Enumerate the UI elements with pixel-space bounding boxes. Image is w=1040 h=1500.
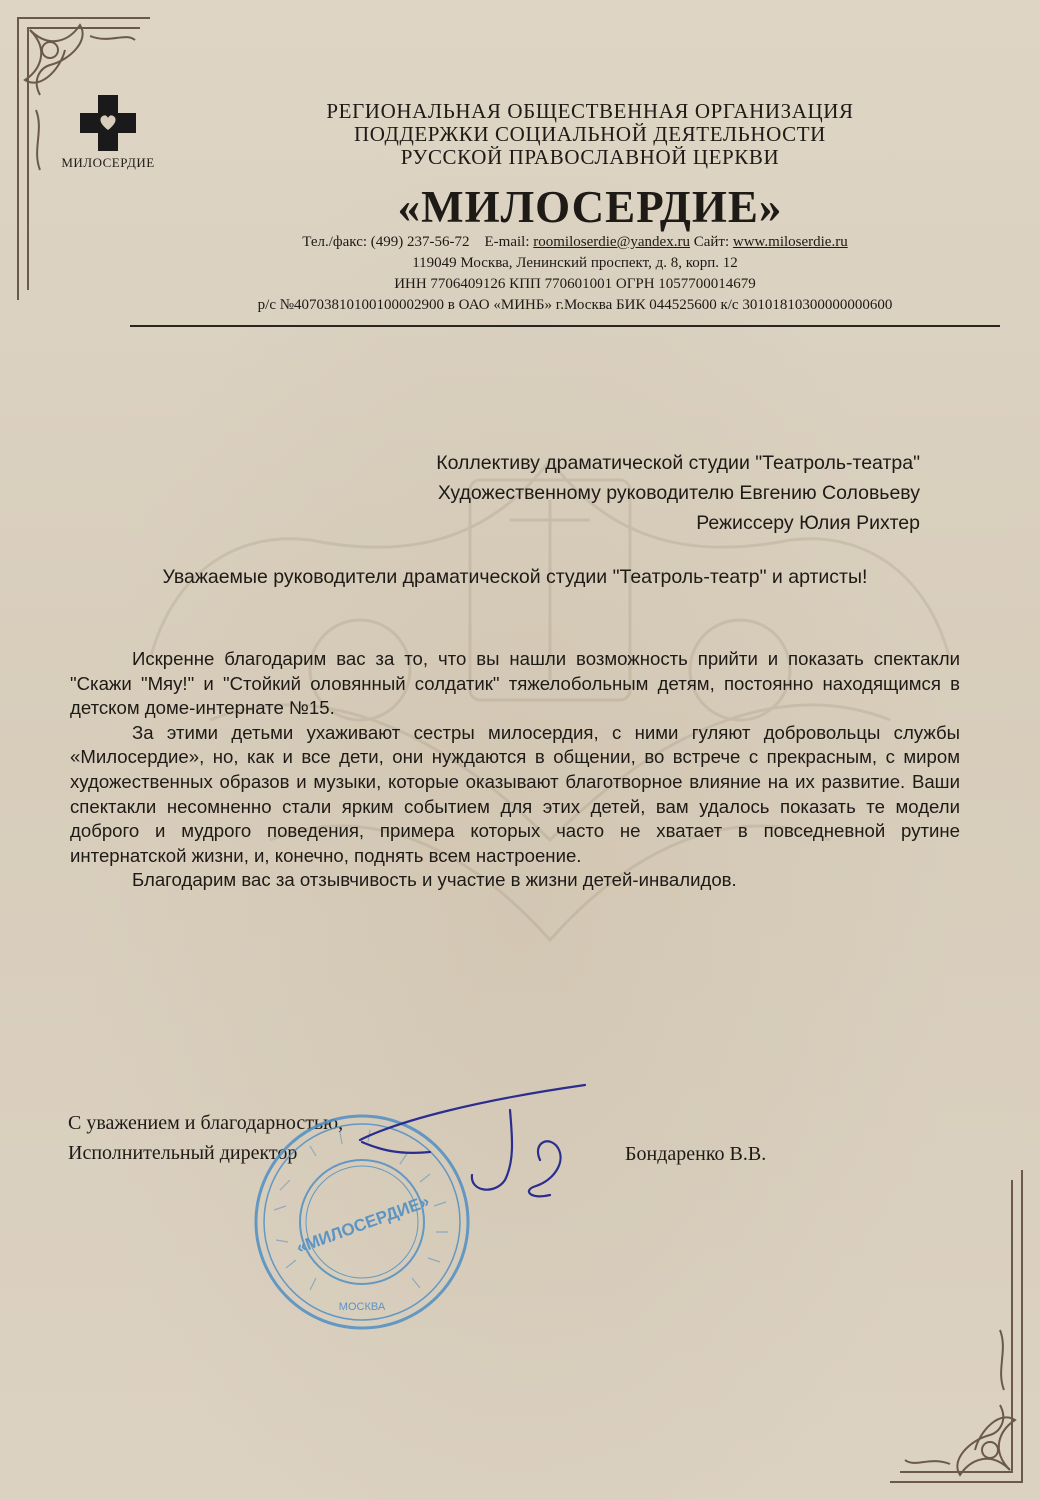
site-link[interactable]: www.miloserdie.ru xyxy=(732,234,848,250)
paragraph-3: Благодарим вас за отзывчивость и участие в жизни детей-инвалидов. xyxy=(132,869,737,891)
addressee-line-3: Режиссеру Юлия Рихтер xyxy=(696,512,920,534)
addressee-block xyxy=(436,448,920,538)
contact-line-1 xyxy=(150,232,1000,253)
email-link[interactable]: roomiloserdie@yandex.ru xyxy=(533,234,690,250)
cross-heart-icon xyxy=(80,95,136,151)
organization-logo xyxy=(38,95,178,171)
salutation: Уважаемые руководители драматической студии "Театроль-театр" и артисты! xyxy=(162,566,868,588)
logo-text: МИЛОСЕРДИЕ xyxy=(61,155,155,170)
stamp-center-text: «МИЛОСЕРДИЕ» xyxy=(293,1191,432,1258)
paragraph-1: Искренне благодарим вас за то, что вы нашли возможность прийти и показать спектакли "Скажи "Мяу!" и "Стойкий оловянный солдатик" тяжелобольным детям, постоянно находящимся в детском доме-интернате №15. xyxy=(70,648,960,719)
corner-ornament-bottom-right xyxy=(880,1160,1030,1490)
org-line-2: ПОДДЕРЖКИ СОЦИАЛЬНОЙ ДЕЯТЕЛЬНОСТИ xyxy=(354,122,826,146)
addressee-line-1: Коллективу драматической студии "Театроль-театра" xyxy=(436,452,920,474)
site-label: Сайт: xyxy=(693,234,730,250)
closing-line: С уважением и благодарностью, xyxy=(68,1112,344,1134)
signer-position: Исполнительный директор xyxy=(68,1142,298,1164)
address-line: 119049 Москва, Ленинский проспект, д. 8, корп. 12 xyxy=(412,255,738,271)
stamp-city-text: МОСКВА xyxy=(338,1301,386,1313)
handwritten-signature xyxy=(340,1080,600,1210)
letter-body xyxy=(70,647,960,893)
contact-block xyxy=(150,232,1000,316)
paragraph-2: За этими детьми ухаживают сестры милосердия, с ними гуляют добровольцы службы «Милосердие», но, как и все дети, они нуждаются в общении, во встрече с прекрасным, с миром художественных образов и музыки, которые оказывают благотворное влияние на их развитие. Ваши спектакли несомненно стали ярким событием для этих детей, вам удалось показать те модели доброго и мудрого поведения, примера которых часто не хватает в повседневной рутине интернатской жизни, и, конечно, поднять всем настроение. xyxy=(70,721,960,866)
org-line-1: РЕГИОНАЛЬНАЯ ОБЩЕСТВЕННАЯ ОРГАНИЗАЦИЯ xyxy=(326,99,854,123)
org-title: «МИЛОСЕРДИЕ» xyxy=(397,182,783,232)
header-divider xyxy=(130,325,1000,327)
org-line-3: РУССКОЙ ПРАВОСЛАВНОЙ ЦЕРКВИ xyxy=(400,145,780,169)
bank-line: р/с №40703810100100002900 в ОАО «МИНБ» г.Москва БИК 044525600 к/с 30101810300000000600 xyxy=(257,297,893,313)
phone-fax: Тел./факс: (499) 237-56-72 xyxy=(302,234,470,250)
email-label: E-mail: xyxy=(484,234,530,250)
organization-header xyxy=(240,100,940,235)
signer-name: Бондаренко В.В. xyxy=(625,1143,767,1165)
ids-line: ИНН 7706409126 КПП 770601001 ОГРН 1057700014679 xyxy=(394,276,756,292)
addressee-line-2: Художественному руководителю Евгению Соловьеву xyxy=(437,482,920,504)
